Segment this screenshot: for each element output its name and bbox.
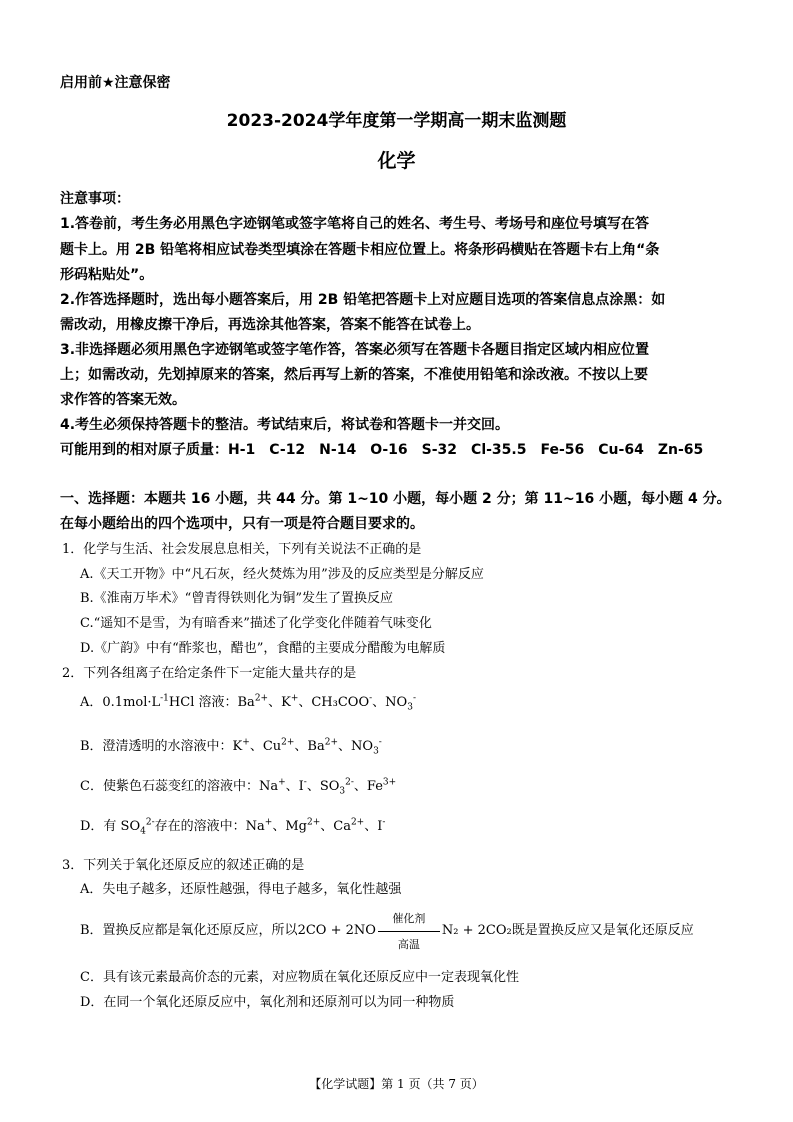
- section1-instructions-line-1: 一、选择题：本题共 16 小题，共 44 分。第 1~10 小题，每小题 2 分；第 11~16 小题，每小题 4 分。: [60, 491, 731, 507]
- notice-item-2-line-1: 2.作答选择题时，选出每小题答案后，用 2B 铅笔把答题卡上对应题目选项的答案信息点涂黑：如: [60, 292, 666, 308]
- atomic-masses-label: 可能用到的相对原子质量：: [60, 442, 228, 458]
- question-1-stem: 1．化学与生活、社会发展息息相关，下列有关说法不正确的是: [62, 542, 422, 557]
- page-footer: 【化学试题】第 1 页（共 7 页）: [309, 1077, 484, 1091]
- atomic-mass-c: C-12: [269, 442, 306, 458]
- atomic-mass-cl: Cl-35.5: [471, 442, 527, 458]
- notice-item-4-line-1: 4.考生必须保持答题卡的整洁。考试结束后，将试卷和答题卡一并交回。: [60, 417, 510, 433]
- notice-heading: 注意事项：: [60, 191, 130, 207]
- notice-item-3-line-2: 上；如需改动，先划掉原来的答案，然后再写上新的答案，不准使用铅笔和涂改液。不按以上要: [60, 367, 648, 383]
- reaction-condition: 高温: [397, 937, 420, 951]
- reaction-arrow: [376, 911, 442, 951]
- question-2-option-a: A．$0.1mol\cdot L^{-1}HCl$ 溶液：$Ba^{2+}$、K+、CH₃COO-、$NO_3^-$: [80, 693, 416, 713]
- section1-instructions-line-2: 在每小题给出的四个选项中，只有一项是符合题目要求的。: [60, 516, 424, 532]
- exam-title: 2023-2024学年度第一学期高一期末监测题: [226, 111, 567, 131]
- atomic-mass-o: O-16: [370, 442, 408, 458]
- reaction-catalyst: 催化剂: [392, 911, 426, 925]
- notice-item-1-line-3: 形码粘贴处”。: [60, 267, 154, 283]
- question-1-option-b: B.《淮南万毕术》“曾青得铁则化为铜”发生了置换反应: [80, 591, 393, 606]
- question-1-option-d: D.《广韵》中有“酢浆也，醋也”，食醋的主要成分醋酸为电解质: [80, 641, 446, 656]
- question-1-option-c: C.“遥知不是雪，为有暗香来”描述了化学变化伴随着气味变化: [80, 616, 432, 631]
- notice-item-3-line-3: 求作答的答案无效。: [60, 392, 186, 408]
- question-2-option-c: C．使紫色石蕊变红的溶液中：Na+、I-、$SO_3^{2-}$、$Fe^{3+}$: [80, 777, 397, 797]
- atomic-mass-s: S-32: [421, 442, 458, 458]
- atomic-mass-zn: Zn-65: [657, 442, 704, 458]
- notice-item-1-line-1: 1.答卷前，考生务必用黑色字迹钢笔或签字笔将自己的姓名、考生号、考场号和座位号填写在答: [60, 216, 650, 232]
- question-3-option-b: B．置换反应都是氧化还原反应，所以2CO + 2NO 催化剂 高温 N₂ + 2CO₂既是置换反应又是氧化还原反应: [80, 911, 694, 951]
- question-2-option-d: D．有 $SO_4^{2-}$存在的溶液中：Na+、$Mg^{2+}$、$Ca^{2+}$、I-: [80, 817, 386, 837]
- question-3-option-a: A．失电子越多，还原性越强，得电子越多，氧化性越强: [80, 882, 402, 897]
- notice-item-1-line-2: 题卡上。用 2B 铅笔将相应试卷类型填涂在答题卡相应位置上。将条形码横贴在答题卡右上角“条: [60, 242, 660, 258]
- reaction-rhs: N₂ + 2CO₂: [441, 923, 512, 938]
- atomic-mass-h: H-1: [228, 442, 256, 458]
- question-3-option-d: D．在同一个氧化还原反应中，氧化剂和还原剂可以为同一种物质: [80, 995, 455, 1010]
- reaction-lhs: 2CO + 2NO: [297, 923, 376, 938]
- question-3-option-c: C．具有该元素最高价态的元素，对应物质在氧化还原反应中一定表现氧化性: [80, 970, 519, 985]
- question-1-option-a: A.《天工开物》中“凡石灰，经火焚炼为用”涉及的反应类型是分解反应: [80, 567, 484, 582]
- atomic-mass-cu: Cu-64: [598, 442, 644, 458]
- atomic-mass-n: N-14: [319, 442, 357, 458]
- exam-subject: 化学: [377, 150, 416, 172]
- question-3-stem: 3．下列关于氧化还原反应的叙述正确的是: [62, 858, 305, 873]
- notice-item-2-line-2: 需改动，用橡皮擦干净后，再选涂其他答案，答案不能答在试卷上。: [60, 317, 480, 333]
- confidential-label: 启用前★注意保密: [60, 75, 171, 91]
- notice-item-3-line-1: 3.非选择题必须用黑色字迹钢笔或签字笔作答，答案必须写在答题卡各题目指定区域内相应位置: [60, 342, 650, 358]
- atomic-masses-row: [60, 439, 703, 459]
- question-2-stem: 2．下列各组离子在给定条件下一定能大量共存的是: [62, 666, 357, 681]
- question-2-option-b: B．澄清透明的水溶液中：K+、$Cu^{2+}$、$Ba^{2+}$、$NO_3^-$: [80, 737, 382, 757]
- atomic-mass-fe: Fe-56: [540, 442, 585, 458]
